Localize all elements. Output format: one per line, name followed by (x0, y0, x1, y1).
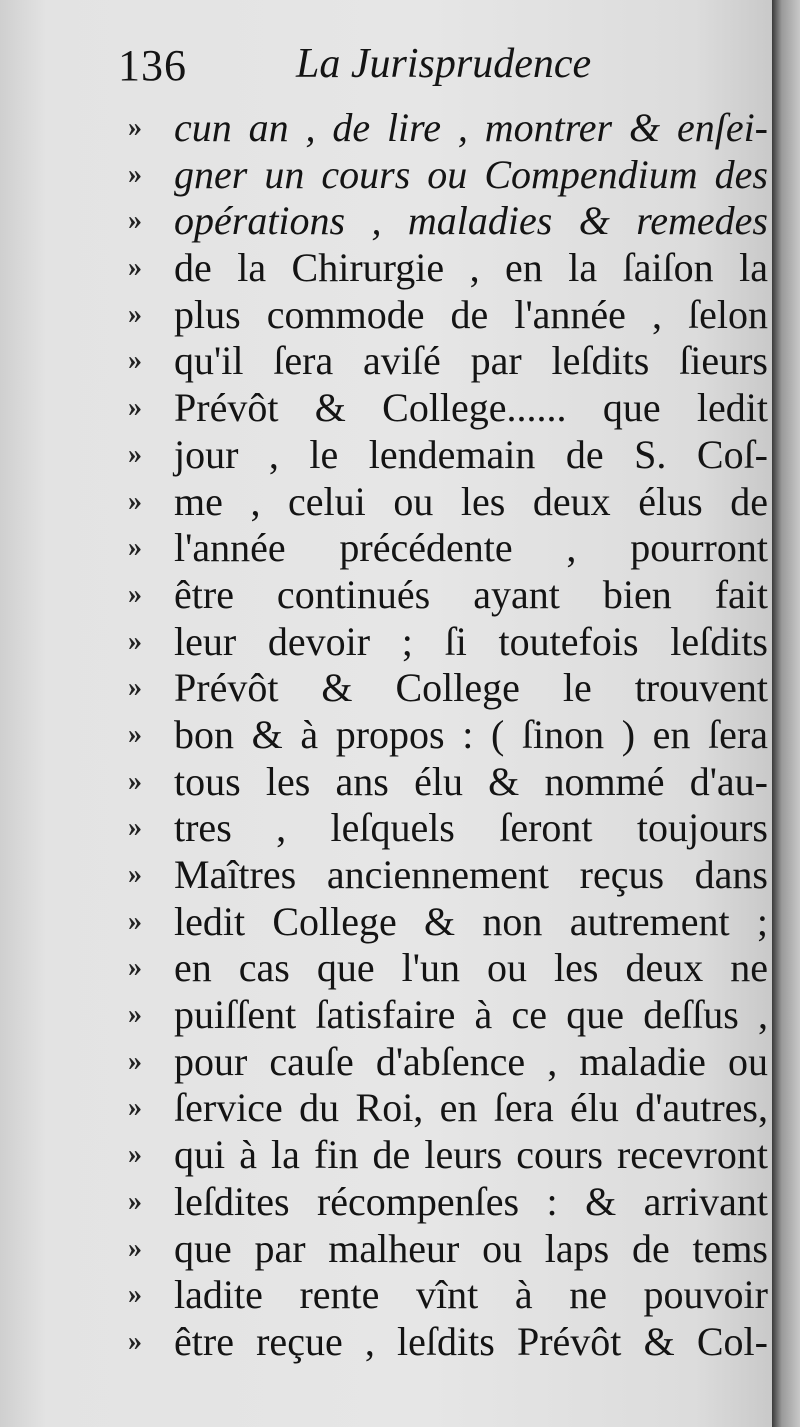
text-line (128, 432, 768, 479)
quotation-mark: » (128, 1232, 142, 1264)
text-line (128, 1039, 768, 1086)
quotation-mark: » (128, 298, 142, 330)
text-line (128, 759, 768, 806)
line-text: l'année précédente , pourront (174, 525, 768, 571)
quotation-mark: » (128, 438, 142, 470)
line-text: ſervice du Roi, en ſera élu d'autres, (174, 1085, 768, 1131)
quotation-mark: » (128, 952, 142, 984)
line-text: ladite rente vînt à ne pouvoir (174, 1272, 768, 1318)
text-line (128, 619, 768, 666)
book-gutter (772, 0, 800, 1427)
running-title: La Jurisprudence (296, 41, 592, 87)
line-text: opérations , maladies & remedes (174, 198, 768, 244)
page-header (118, 40, 738, 110)
quotation-mark: » (128, 392, 142, 424)
text-line (128, 572, 768, 619)
line-text: de la Chirurgie , en la ſaiſon la (174, 245, 768, 291)
quotation-mark: » (128, 205, 142, 237)
text-line (128, 805, 768, 852)
line-text: pour cauſe d'abſence , maladie ou (174, 1038, 768, 1084)
body-text (128, 105, 768, 1366)
line-text: leur devoir ; ſi toutefois leſdits (174, 618, 768, 664)
text-line (128, 665, 768, 712)
quotation-mark: » (128, 672, 142, 704)
line-text: qu'il ſera aviſé par leſdits ſieurs (174, 338, 768, 384)
line-text: qui à la fin de leurs cours recevront (174, 1132, 768, 1178)
line-text: Maîtres anciennement reçus dans (174, 852, 768, 897)
quotation-mark: » (128, 1325, 142, 1357)
quotation-mark: » (128, 485, 142, 517)
page-number: 136 (118, 41, 187, 90)
quotation-mark: » (128, 812, 142, 844)
text-line (128, 338, 768, 385)
quotation-mark: » (128, 905, 142, 937)
text-line (128, 479, 768, 526)
text-line (128, 198, 768, 245)
text-line (128, 1319, 768, 1366)
line-text: jour , le lendemain de S. Coſ- (174, 431, 768, 477)
line-text: tous les ans élu & nommé d'au- (174, 758, 768, 804)
line-text: tres , leſquels ſeront toujours (174, 805, 768, 851)
line-text: me , celui ou les deux élus de (174, 478, 768, 524)
text-line (128, 245, 768, 292)
text-line (128, 712, 768, 759)
line-text: puiſſent ſatisfaire à ce que deſſus , (174, 992, 768, 1038)
line-text: plus commode de l'année , ſelon (174, 291, 768, 337)
text-line (128, 152, 768, 199)
text-line (128, 992, 768, 1039)
quotation-mark: » (128, 1045, 142, 1077)
quotation-mark: » (128, 345, 142, 377)
line-text: être continués ayant bien fait (174, 571, 768, 617)
text-line (128, 1179, 768, 1226)
text-line (128, 292, 768, 339)
quotation-mark: » (128, 859, 142, 890)
quotation-mark: » (128, 158, 142, 190)
line-text: ledit College & non autrement ; (174, 898, 768, 944)
quotation-mark: » (128, 625, 142, 657)
line-text: être reçue , leſdits Prévôt & Col- (174, 1318, 768, 1364)
quotation-mark: » (128, 1092, 142, 1124)
text-line (128, 1226, 768, 1273)
quotation-mark: » (128, 765, 142, 797)
line-text: bon & à propos : ( ſinon ) en ſera (174, 711, 768, 757)
line-text: leſdites récompenſes : & arrivant (174, 1178, 768, 1224)
quotation-mark: » (128, 532, 142, 564)
text-line (128, 1132, 768, 1179)
line-text: que par malheur ou laps de tems (174, 1225, 768, 1271)
line-text: Prévôt & College...... que ledit (174, 385, 768, 431)
quotation-mark: » (128, 1185, 142, 1217)
text-line (128, 385, 768, 432)
quotation-mark: » (128, 999, 142, 1031)
text-line (128, 525, 768, 572)
text-line (128, 852, 768, 899)
text-line (128, 899, 768, 946)
quotation-mark: » (128, 252, 142, 284)
line-text: gner un cours ou Compendium des (174, 151, 768, 197)
text-line (128, 105, 768, 152)
quotation-mark: » (128, 578, 142, 610)
text-line (128, 1085, 768, 1132)
text-line (128, 1272, 768, 1319)
text-line (128, 945, 768, 992)
quotation-mark: » (128, 718, 142, 750)
quotation-mark: » (128, 1139, 142, 1171)
line-text: cun an , de lire , montrer & enſei- (174, 105, 768, 150)
quotation-mark: » (128, 1279, 142, 1311)
quotation-mark: » (128, 112, 142, 143)
line-text: en cas que l'un ou les deux ne (174, 945, 768, 991)
line-text: Prévôt & College le trouvent (174, 665, 768, 711)
